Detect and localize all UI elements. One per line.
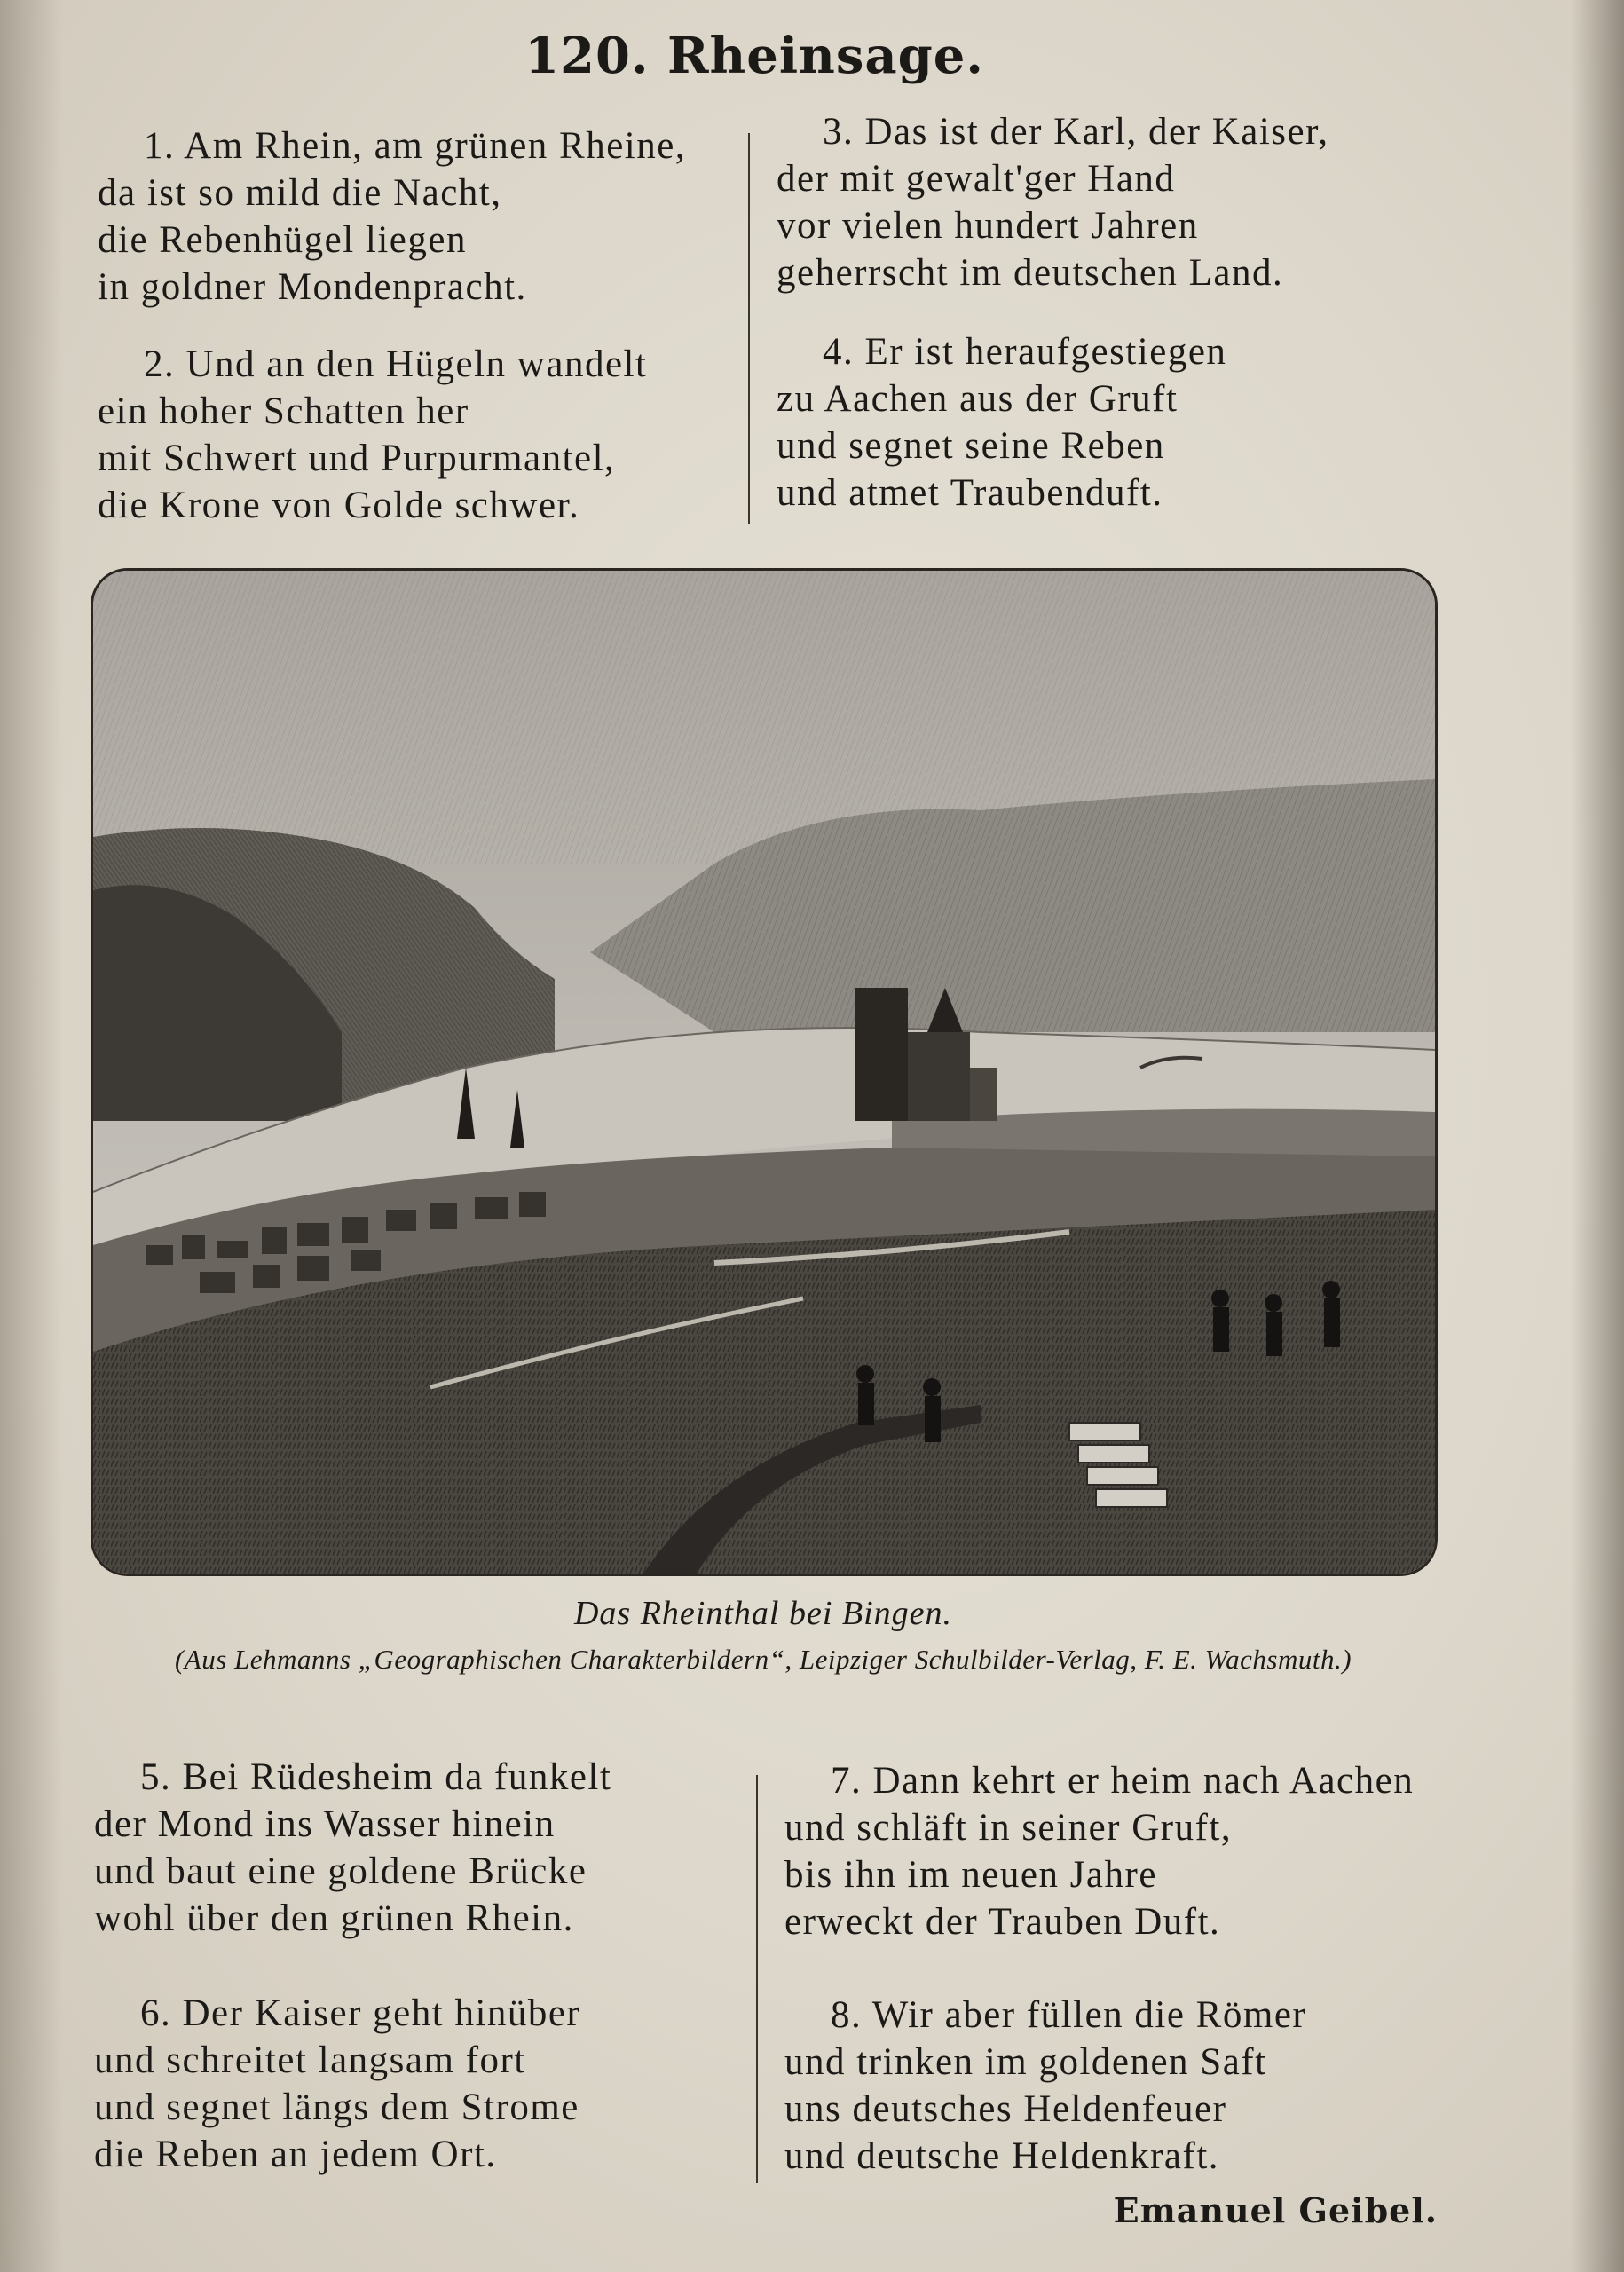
stanza-number: 1. xyxy=(144,125,176,167)
stanza-line: uns deutsches Heldenfeuer xyxy=(784,2088,1227,2130)
stanza-line: und atmet Traubenduft. xyxy=(777,472,1163,514)
illustration-caption: Das Rheinthal bei Bingen. xyxy=(573,1595,953,1632)
poem-author: Emanuel Geibel. xyxy=(1113,2190,1438,2230)
stanza-8 xyxy=(784,1992,1306,2180)
illustration-source: (Aus Lehmanns „Geographischen Charakterbildern“, Leipziger Schulbilder-Verlag, F. E. Wachsmuth.) xyxy=(174,1644,1352,1675)
stanza-number: 7. xyxy=(831,1760,863,1802)
stanza-7 xyxy=(784,1757,1414,1945)
stanza-line: und deutsche Heldenkraft. xyxy=(784,2135,1220,2177)
stanza-line: 4. Er ist heraufgestiegen xyxy=(823,331,1227,373)
stanza-line: der mit gewalt'ger Hand xyxy=(777,158,1176,200)
stanza-line: und segnet längs dem Strome xyxy=(94,2087,579,2128)
stanza-line: mit Schwert und Purpurmantel, xyxy=(98,438,616,479)
stanza-3 xyxy=(777,108,1328,296)
stanza-line: geherrscht im deutschen Land. xyxy=(777,252,1284,294)
stanza-1 xyxy=(98,122,686,311)
column-divider-bottom xyxy=(756,1775,758,2183)
stanza-line: die Rebenhügel liegen xyxy=(98,219,467,261)
stanza-line: der Mond ins Wasser hinein xyxy=(94,1803,556,1845)
column-divider-top xyxy=(748,133,750,524)
stanza-line: vor vielen hundert Jahren xyxy=(777,205,1199,247)
stanza-line: und schreitet langsam fort xyxy=(94,2039,526,2081)
stanza-6 xyxy=(94,1990,580,2178)
stanza-line: 7. Dann kehrt er heim nach Aachen xyxy=(831,1760,1415,1802)
stanza-line: die Krone von Golde schwer. xyxy=(98,485,580,526)
stanza-line: 1. Am Rhein, am grünen Rheine, xyxy=(144,125,687,167)
stanza-line: und trinken im goldenen Saft xyxy=(784,2041,1267,2083)
stanza-number: 8. xyxy=(831,1994,863,2036)
stanza-5 xyxy=(94,1754,611,1942)
stanza-line: und segnet seine Reben xyxy=(777,425,1165,467)
engraving-image xyxy=(93,571,1435,1574)
stanza-number: 3. xyxy=(823,111,855,153)
stanza-line: wohl über den grünen Rhein. xyxy=(94,1897,574,1939)
illustration-rheinthal xyxy=(91,568,1438,1576)
stanza-line: 2. Und an den Hügeln wandelt xyxy=(144,343,648,385)
stanza-line: 8. Wir aber füllen die Römer xyxy=(831,1994,1307,2036)
stanza-2 xyxy=(98,341,647,529)
stanza-line: zu Aachen aus der Gruft xyxy=(777,378,1179,420)
stanza-line: ein hoher Schatten her xyxy=(98,390,469,432)
stanza-number: 6. xyxy=(140,1992,172,2034)
binding-shadow xyxy=(0,0,62,2272)
poem-title: 120. Rheinsage. xyxy=(524,27,984,85)
page-edge-shadow xyxy=(1571,0,1624,2272)
stanza-line: da ist so mild die Nacht, xyxy=(98,172,502,214)
stanza-line: 5. Bei Rüdesheim da funkelt xyxy=(140,1756,612,1798)
stanza-4 xyxy=(777,328,1226,517)
stanza-line: erweckt der Trauben Duft. xyxy=(784,1901,1221,1943)
stanza-line: in goldner Mondenpracht. xyxy=(98,266,527,308)
stanza-number: 4. xyxy=(823,331,855,373)
stanza-line: 6. Der Kaiser geht hinüber xyxy=(140,1992,581,2034)
stanza-number: 5. xyxy=(140,1756,172,1798)
stanza-line: 3. Das ist der Karl, der Kaiser, xyxy=(823,111,1329,153)
stanza-number: 2. xyxy=(144,343,176,385)
stanza-line: bis ihn im neuen Jahre xyxy=(784,1854,1157,1896)
stanza-line: die Reben an jedem Ort. xyxy=(94,2134,497,2175)
stanza-line: und baut eine goldene Brücke xyxy=(94,1850,587,1892)
stanza-line: und schläft in seiner Gruft, xyxy=(784,1807,1233,1849)
